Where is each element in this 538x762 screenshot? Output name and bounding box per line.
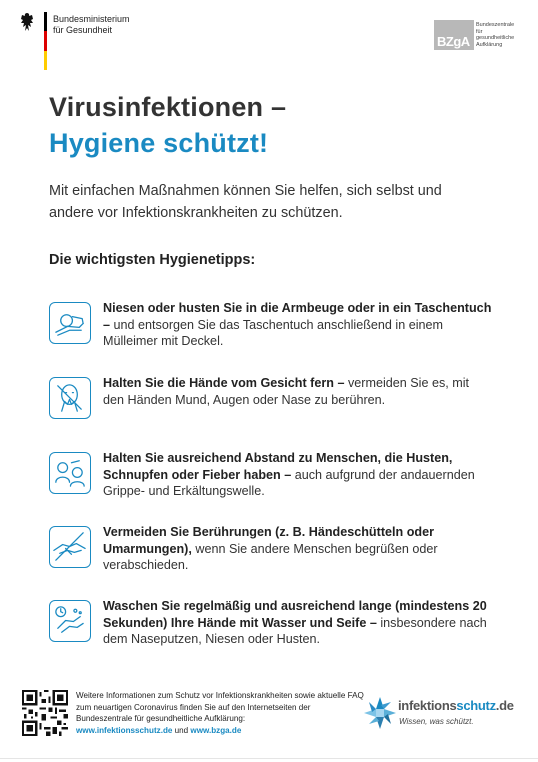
infektionsschutz-star-icon [363,696,397,730]
tip-text: Halten Sie die Hände vom Gesicht fern – vermeiden Sie es, mit den Händen Mund, Augen oder Nase zu berühren. [103,376,470,407]
keep-distance-icon [49,452,91,494]
tip-text: Niesen oder husten Sie in die Armbeuge oder in ein Taschentuch – und entsorgen Sie das Taschentuch anschließend in einem Mülleimer mit Deckel. [103,301,492,348]
page-subtitle: Hygiene schützt! [49,128,269,158]
hands-off-face-icon [49,377,91,419]
link-bzga[interactable]: www.bzga.de [190,725,242,735]
tip-text: Waschen Sie regelmäßig und ausreichend lange (mindestens 20 Sekunden) Ihre Hände mit Wasser und Seife – insbesondere nach dem Naseputzen, Niesen oder Husten. [103,599,487,646]
sneeze-into-elbow-icon [49,302,91,344]
infektionsschutz-logo[interactable] [363,696,523,732]
qr-code[interactable] [22,690,68,736]
infektionsschutz-slogan: Wissen, was schützt. [399,717,474,726]
no-handshake-icon [49,526,91,568]
tip-text: Vermeiden Sie Berührungen (z. B. Händeschütteln oder Umarmungen), wenn Sie andere Menschen begrüßen oder verabschieden. [103,525,438,572]
german-flag-stripe [44,12,47,70]
intro-text: Mit einfachen Maßnahmen können Sie helfen, sich selbst und andere vor Infektionskrankheiten zu schützen. [49,183,442,221]
ministry-name: Bundesministerium für Gesundheit [53,14,130,35]
bzga-name: Bundeszentrale für gesundheitliche Aufklärung [476,22,515,48]
footer-info-text: Weitere Informationen zum Schutz vor Infektionskrankheiten sowie aktuelle FAQ zum neuartigen Coronavirus finden Sie auf den Internetseiten der Bundeszentrale für gesundheitliche Aufklärung: [76,691,364,723]
bzga-logo-box: BZgA [434,20,474,50]
page-edge [0,758,538,759]
tips-heading: Die wichtigsten Hygienetipps: [49,252,256,268]
federal-eagle-icon [20,12,34,32]
footer-info: Weitere Informationen zum Schutz vor Infektionskrankheiten sowie aktuelle FAQ zum neuartigen Coronavirus finden Sie auf den Internetseiten der Bundeszentrale für gesundheitliche Aufklärung: www.infektionsschutz.de und www.bzga.de [76,691,364,735]
bzga-logo [434,20,524,50]
infektionsschutz-wordmark: infektionsschutz.de [398,698,514,713]
link-infektionsschutz[interactable]: www.infektionsschutz.de [76,725,173,735]
tip-text: Halten Sie ausreichend Abstand zu Menschen, die Husten, Schnupfen oder Fieber haben – auch aufgrund der andauernden Grippe- und Erkältungswelle. [103,451,475,498]
ministry-logo [20,12,140,70]
wash-hands-icon [49,600,91,642]
page-title: Virusinfektionen – [49,92,287,122]
